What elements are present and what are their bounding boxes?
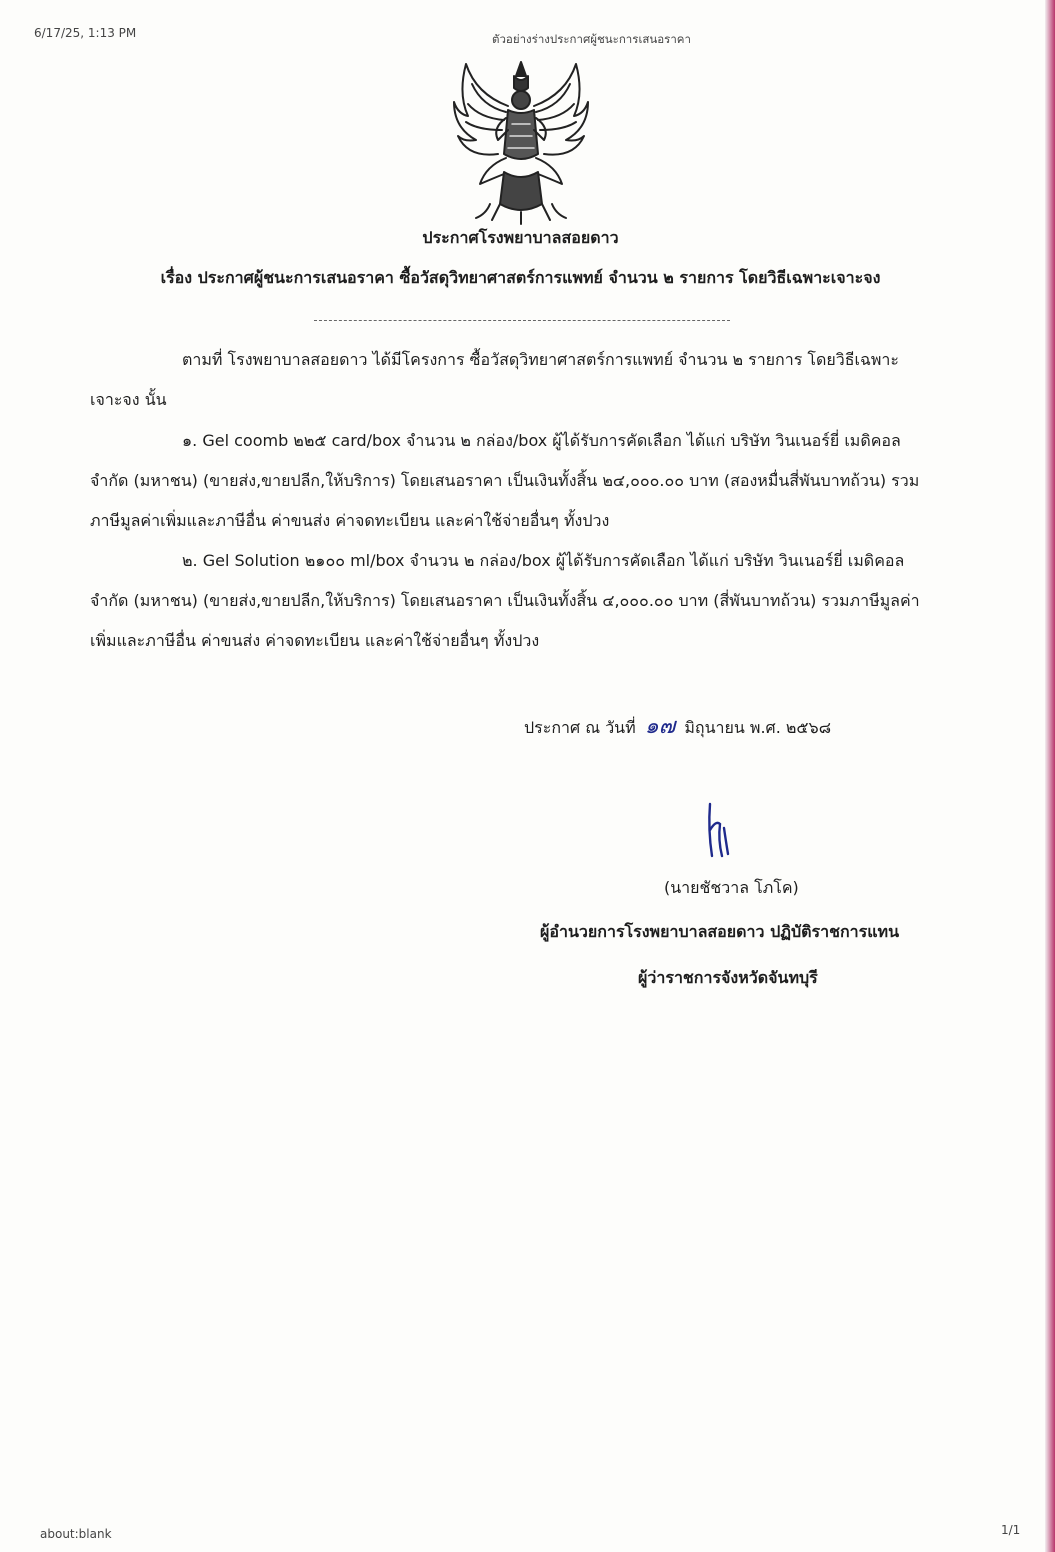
date-prefix: ประกาศ ณ วันที่ [524,718,636,737]
signature-mark [700,800,740,860]
intro-paragraph: ตามที่ โรงพยาบาลสอยดาว ได้มีโครงการ ซื้อวัสดุวิทยาศาสตร์การแพทย์ จำนวน ๒ รายการ โดยวิธีเฉพาะเจาะจง นั้น [90,350,900,409]
print-url: about:blank [40,1527,112,1541]
announcement-subject: เรื่อง ประกาศผู้ชนะการเสนอราคา ซื้อวัสดุวิทยาศาสตร์การแพทย์ จำนวน ๒ รายการ โดยวิธีเฉพาะเจาะจง [160,268,881,287]
announcement-date [524,708,831,743]
announcement-title: ประกาศโรงพยาบาลสอยดาว [422,228,619,247]
date-day-handwritten: ๑๗ [644,714,676,739]
signer-position-2: ผู้ว่าราชการจังหวัดจันทบุรี [638,968,818,987]
signer-position: ผู้อำนวยการโรงพยาบาลสอยดาว ปฏิบัติราชการแทน [540,922,900,941]
scan-edge [1045,0,1055,1552]
print-date: 6/17/25, 1:13 PM [34,26,137,40]
date-month-year: มิถุนายน พ.ศ. ๒๕๖๘ [684,718,832,737]
item-paragraph-2: ๒. Gel Solution ๒๑๐๐ ml/box จำนวน ๒ กล่อง/box ผู้ได้รับการคัดเลือก ได้แก่ บริษัท วินเนอร์ยี่ เมดิคอล จำกัด (มหาชน) (ขายส่ง,ขายปลีก,ให้บริการ) โดยเสนอราคา เป็นเงินทั้งสิ้น ๔,๐๐๐.๐๐ บาท (สี่พันบาทถ้วน) รวมภาษีมูลค่าเพิ่มและภาษีอื่น ค่าขนส่ง ค่าจดทะเบียน และค่าใช้จ่ายอื่นๆ ทั้งปวง [90,551,920,650]
divider [314,320,730,321]
garuda-emblem-icon [446,54,596,226]
item-paragraph-1: ๑. Gel coomb ๒๒๕ card/box จำนวน ๒ กล่อง/box ผู้ได้รับการคัดเลือก ได้แก่ บริษัท วินเนอร์ยี่ เมดิคอล จำกัด (มหาชน) (ขายส่ง,ขายปลีก,ให้บริการ) โดยเสนอราคา เป็นเงินทั้งสิ้น ๒๔,๐๐๐.๐๐ บาท (สองหมื่นสี่พันบาทถ้วน) รวมภาษีมูลค่าเพิ่มและภาษีอื่น ค่าขนส่ง ค่าจดทะเบียน และค่าใช้จ่ายอื่นๆ ทั้งปวง [90,431,920,530]
print-doc-title: ตัวอย่างร่างประกาศผู้ชนะการเสนอราคา [492,32,691,46]
signer-name: (นายชัชวาล โภโค) [664,878,799,897]
print-page-number: 1/1 [1001,1523,1021,1537]
